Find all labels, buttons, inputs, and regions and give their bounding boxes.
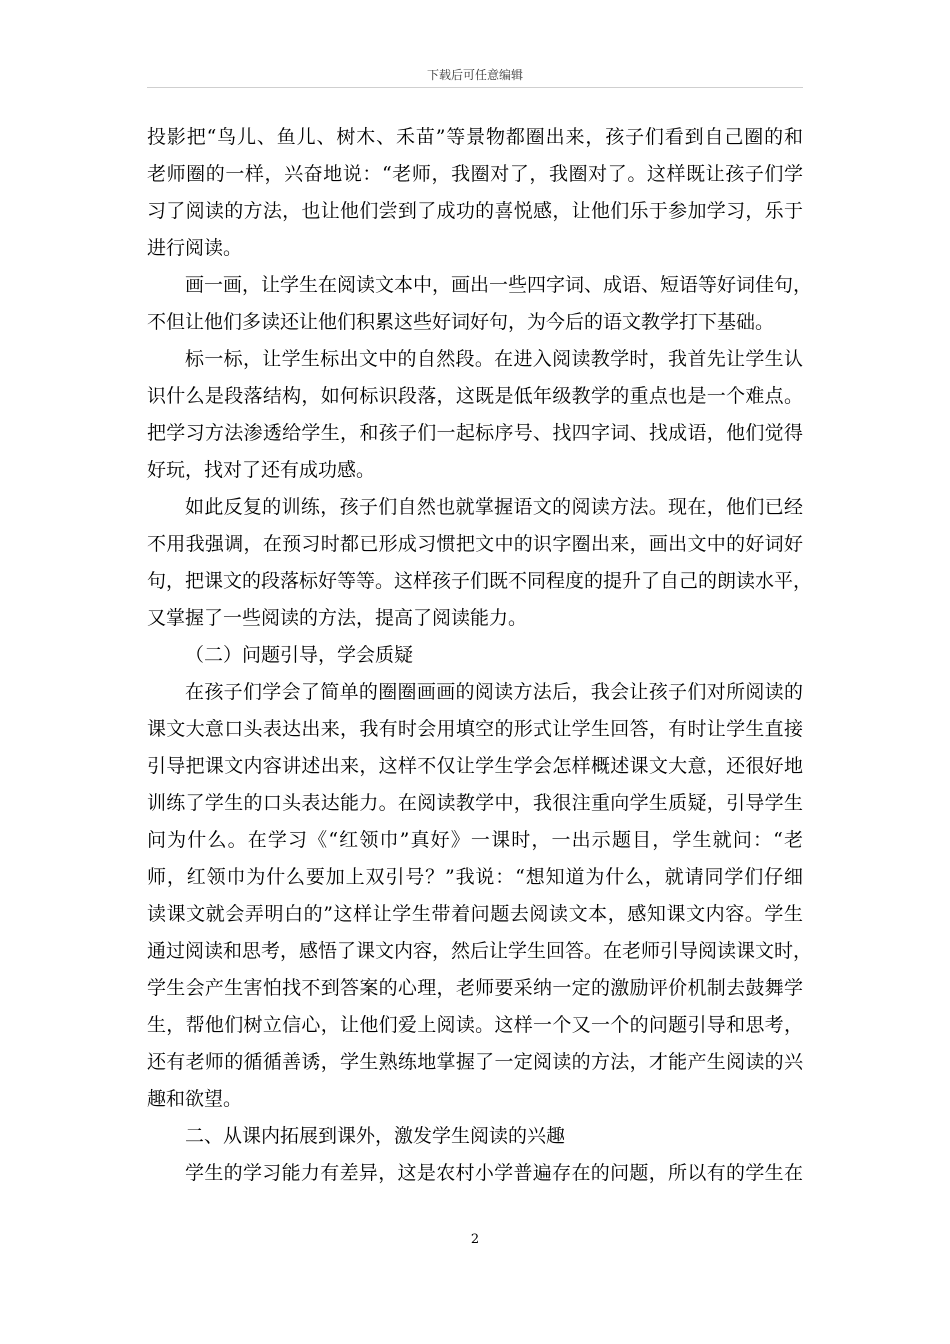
body-line: 生，帮他们树立信心，让他们爱上阅读。这样一个又一个的问题引导和思考， xyxy=(147,1014,803,1036)
body-line: 引导把课文内容讲述出来，这样不仅让学生学会怎样概述课文大意，还很好地 xyxy=(147,755,803,777)
body-line: 课文大意口头表达出来，我有时会用填空的形式让学生回答，有时让学生直接 xyxy=(147,718,803,740)
paragraph-first-line: 如此反复的训练，孩子们自然也就掌握语文的阅读方法。现在，他们已经 xyxy=(185,496,803,518)
body-line: 通过阅读和思考，感悟了课文内容，然后让学生回答。在老师引导阅读课文时， xyxy=(147,940,813,962)
body-line: 不但让他们多读还让他们积累这些好词好句，为今后的语文教学打下基础。 xyxy=(147,311,775,333)
paragraph-first-line: 标一标，让学生标出文中的自然段。在进入阅读教学时，我首先让学生认 xyxy=(185,348,803,370)
body-line: 训练了学生的口头表达能力。在阅读教学中，我很注重向学生质疑，引导学生 xyxy=(147,792,803,814)
body-line: 师，红领巾为什么要加上双引号？”我说：“想知道为什么，就请同学们仔细 xyxy=(147,866,803,888)
body-line: 习了阅读的方法，也让他们尝到了成功的喜悦感，让他们乐于参加学习，乐于 xyxy=(147,200,803,222)
body-line: 老师圈的一样，兴奋地说：“老师，我圈对了，我圈对了。这样既让孩子们学 xyxy=(147,163,803,185)
paragraph-first-line: 在孩子们学会了简单的圈圈画画的阅读方法后，我会让孩子们对所阅读的 xyxy=(185,681,803,703)
body-line: 读课文就会弄明白的”这样让学生带着问题去阅读文本，感知课文内容。学生 xyxy=(147,903,803,925)
body-line: 还有老师的循循善诱，学生熟练地掌握了一定阅读的方法，才能产生阅读的兴 xyxy=(147,1051,803,1073)
section-heading: （二）问题引导，学会质疑 xyxy=(185,644,414,666)
document-body xyxy=(147,119,813,1192)
body-line: 识什么是段落结构，如何标识段落，这既是低年级教学的重点也是一个难点。 xyxy=(147,385,803,407)
body-line: 好玩，找对了还有成功感。 xyxy=(147,459,376,481)
body-line: 趣和欲望。 xyxy=(147,1088,243,1110)
section-heading: 二、从课内拓展到课外，激发学生阅读的兴趣 xyxy=(185,1125,566,1147)
paragraph-first-line: 画一画，让学生在阅读文本中，画出一些四字词、成语、短语等好词佳句， xyxy=(185,274,813,296)
body-line: 投影把“鸟儿、鱼儿、树木、禾苗”等景物都圈出来，孩子们看到自己圈的和 xyxy=(147,126,803,148)
body-line: 不用我强调，在预习时都已形成习惯把文中的识字圈出来，画出文中的好词好 xyxy=(147,533,803,555)
body-line: 又掌握了一些阅读的方法，提高了阅读能力。 xyxy=(147,607,528,629)
body-line: 问为什么。在学习《“红领巾”真好》一课时，一出示题目，学生就问：“老 xyxy=(147,829,803,851)
body-line: 学生会产生害怕找不到答案的心理，老师要采纳一定的激励评价机制去鼓舞学 xyxy=(147,977,803,999)
header-divider xyxy=(147,87,803,88)
body-line: 把学习方法渗透给学生，和孩子们一起标序号、找四字词、找成语，他们觉得 xyxy=(147,422,803,444)
paragraph-first-line: 学生的学习能力有差异，这是农村小学普遍存在的问题，所以有的学生在 xyxy=(185,1162,803,1184)
body-line: 进行阅读。 xyxy=(147,237,243,259)
body-line: 句，把课文的段落标好等等。这样孩子们既不同程度的提升了自己的朗读水平， xyxy=(147,570,813,592)
page-header: 下载后可任意编辑 xyxy=(426,68,523,82)
page-number: 2 xyxy=(470,1232,480,1247)
